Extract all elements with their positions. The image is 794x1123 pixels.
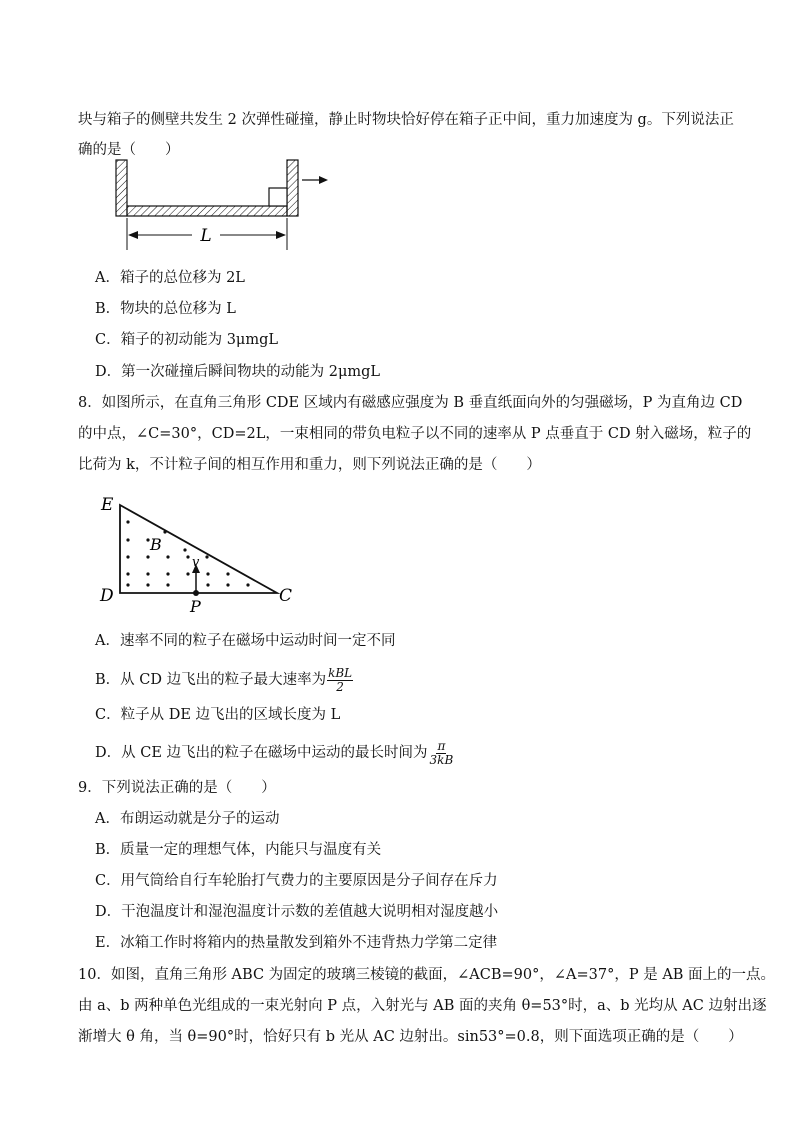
box-left-wall [116, 160, 127, 216]
dimension-label-L: L [200, 226, 212, 246]
dimension-arrow-left [128, 231, 138, 239]
triangle-cde [120, 505, 277, 593]
q8-option-b-fraction [327, 667, 353, 694]
field-dots [126, 520, 249, 586]
point-p [193, 590, 199, 596]
label-v: v [192, 555, 200, 570]
q8-option-b-text: B．从 CD 边飞出的粒子最大速率为 [95, 672, 327, 688]
q7-option-c: C．箱子的初动能为 3μmgL [95, 332, 279, 348]
q8-stem-line2: 的中点，∠C=30°，CD=2L，一束相同的带负电粒子以不同的速率从 P 点垂直于 CD 射入磁场，粒子的 [78, 426, 752, 442]
q8-option-d-denominator: 3kB [429, 752, 454, 767]
q9-option-c: C．用气筒给自行车轮胎打气费力的主要原因是分子间存在斥力 [95, 873, 498, 889]
q10-stem-line3: 渐增大 θ 角，当 θ=90°时，恰好只有 b 光从 AC 边射出。sin53°=0.8，则下面选项正确的是（ ） [78, 1029, 743, 1045]
q8-option-d [95, 735, 735, 771]
q8-option-d-fraction [429, 740, 455, 767]
q9-option-a: A．布朗运动就是分子的运动 [95, 811, 280, 827]
label-c: C [279, 586, 293, 606]
q7-option-a: A．箱子的总位移为 2L [95, 270, 245, 286]
q8-option-c: C．粒子从 DE 边飞出的区域长度为 L [95, 707, 341, 723]
label-e: E [101, 495, 114, 515]
q8-option-b [95, 662, 735, 698]
q9-stem: 9．下列说法正确的是（ ） [78, 780, 276, 796]
q7-option-d: D．第一次碰撞后瞬间物块的动能为 2μmgL [95, 364, 381, 380]
dimension-arrow-right [276, 231, 286, 239]
box-bottom [127, 206, 287, 216]
q10-stem-line2: 由 a、b 两种单色光组成的一束光射向 P 点，入射光与 AB 面的夹角 θ=53°时，a、b 光均从 AC 边射出逐 [78, 998, 767, 1014]
q8-option-d-numerator: π [437, 738, 446, 753]
q8-option-a: A．速率不同的粒子在磁场中运动时间一定不同 [95, 633, 396, 649]
label-p: P [190, 597, 201, 615]
box-right-wall [287, 160, 298, 216]
q9-option-b: B．质量一定的理想气体，内能只与温度有关 [95, 842, 382, 858]
q9-option-e: E．冰箱工作时将箱内的热量散发到箱外不违背热力学第二定律 [95, 935, 498, 951]
block [269, 188, 287, 206]
q8-triangle-figure [95, 490, 305, 615]
velocity-arrow-head [319, 176, 328, 184]
q7-stem-line1: 块与箱子的侧壁共发生 2 次弹性碰撞，静止时物块恰好停在箱子正中间，重力加速度为 g。下列说法正 [78, 112, 734, 128]
label-b: B [150, 535, 162, 554]
q8-stem-line1: 8．如图所示，在直角三角形 CDE 区域内有磁感应强度为 B 垂直纸面向外的匀强磁场，P 为直角边 CD [78, 395, 743, 411]
label-d: D [100, 586, 114, 606]
q8-option-d-text: D．从 CE 边飞出的粒子在磁场中运动的最长时间为 [95, 745, 428, 761]
q8-option-b-numerator: kBL [328, 665, 353, 680]
q7-option-b: B．物块的总位移为 L [95, 301, 236, 317]
q10-stem-line1: 10．如图，直角三角形 ABC 为固定的玻璃三棱镜的截面，∠ACB=90°，∠A=37°，P 是 AB 面上的一点。 [78, 967, 776, 983]
q9-option-d: D．干泡温度计和湿泡温度计示数的差值越大说明相对湿度越小 [95, 904, 499, 920]
q8-option-b-denominator: 2 [336, 679, 344, 694]
q8-stem-line3: 比荷为 k，不计粒子间的相互作用和重力，则下列说法正确的是（ ） [78, 457, 541, 473]
q7-stem-line2: 确的是（ ） [78, 142, 180, 158]
q7-box-figure [100, 150, 340, 255]
